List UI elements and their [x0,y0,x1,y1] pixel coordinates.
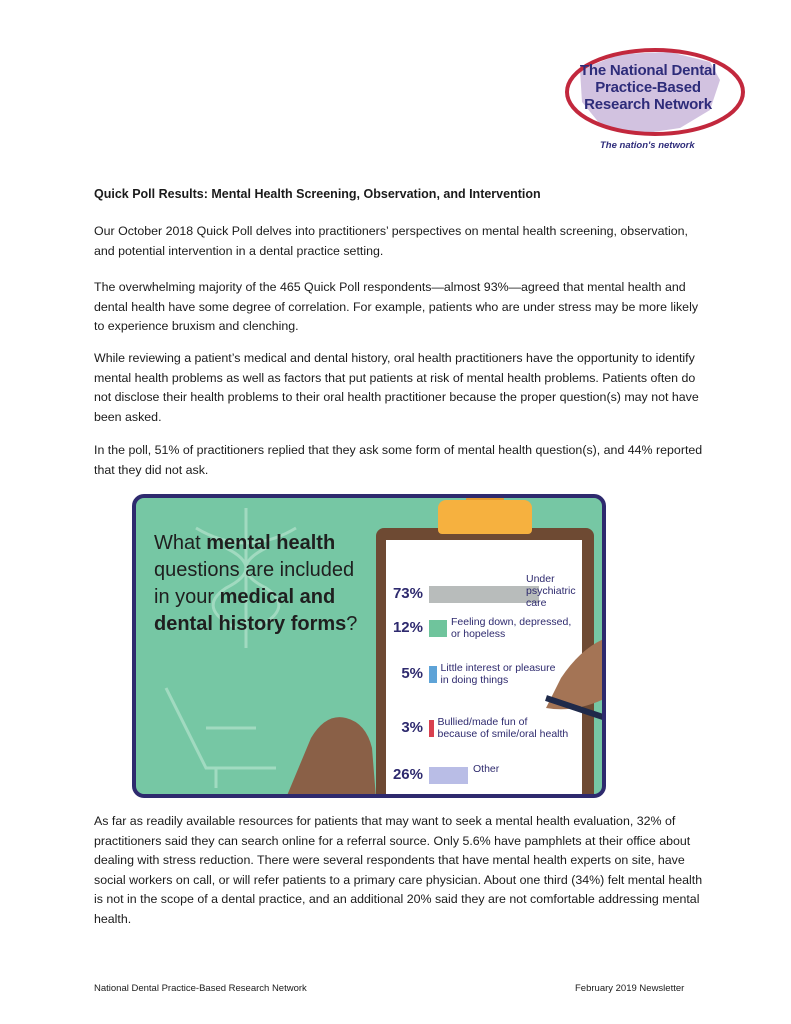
label-line: Other [473,763,500,775]
label-line: psychiatric [526,585,576,597]
bar-value-label: 3% [401,719,423,736]
question-text: What [154,532,207,554]
logo-text [568,62,728,113]
label-line: or hopeless [451,628,506,640]
logo-tagline: The nation's network [600,140,695,151]
label-line: Feeling down, depressed, [451,616,572,628]
paragraph: In the poll, 51% of practitioners replied that they ask some form of mental health question(s), and 44% reported that they did not ask. [94,443,703,477]
question-text: questions are included in your [154,559,355,608]
label-line: care [526,597,547,609]
network-logo [560,40,750,155]
label-line: Little interest or pleasure [440,662,556,674]
paragraph: As far as readily available resources for patients that may want to seek a mental health evaluation, 32% of practitioners said they can search online for a referral source. Only 5.6% have pamphlets at their office about dealing with stress reduction. There were several respondents that have mental health experts on site, have social workers on call, or will refer patients to a primary care physician. About one third (34%) felt mental health is not in the scope of a dental practice, and an additional 20% said they are not comfortable addressing mental health. [94,814,703,926]
paragraph: While reviewing a patient’s medical and dental history, oral health practitioners have the opportunity to identify mental health problems as well as factors that put patients at risk of mental health problems. Patients often do not disclose their health problems to their oral health practitioner because the proper question(s) may not have been asked. [94,351,699,424]
article-title: Quick Poll Results: Mental Health Screening, Observation, and Intervention [94,187,541,201]
infographic-frame [132,494,606,798]
left-hand-icon [286,717,376,794]
label-line: because of smile/oral health [437,728,569,740]
logo-line: Practice-Based [595,79,701,96]
question-emphasis: mental health [206,532,336,554]
label-line: in doing things [440,674,509,686]
question-text: ? [346,613,358,635]
hands-illustration [136,498,602,794]
paragraph: Our October 2018 Quick Poll delves into practitioners’ perspectives on mental health screening, observation, and potential intervention in a dental practice setting. [94,224,688,258]
label-line: Under [526,573,555,585]
logo-line: The National Dental [579,62,717,79]
bar-value-label: 26% [392,766,423,783]
footer-organization: National Dental Practice-Based Research Network [94,983,307,994]
paragraph: The overwhelming majority of the 465 Quick Poll respondents—almost 93%—agreed that mental health and dental health have some degree of correlation. For example, patients who are under stress may be more likely to experience bruxism and clenching. [94,280,699,333]
poll-infographic [132,494,612,800]
bar-value-label: 12% [392,619,423,636]
bar-value-label: 73% [392,585,423,602]
question-emphasis: medical and dental history forms [154,586,347,635]
bar-value-label: 5% [401,665,423,682]
logo-line: Research Network [584,96,712,113]
footer-date: February 2019 Newsletter [575,983,685,994]
label-line: Bullied/made fun of [437,716,528,728]
